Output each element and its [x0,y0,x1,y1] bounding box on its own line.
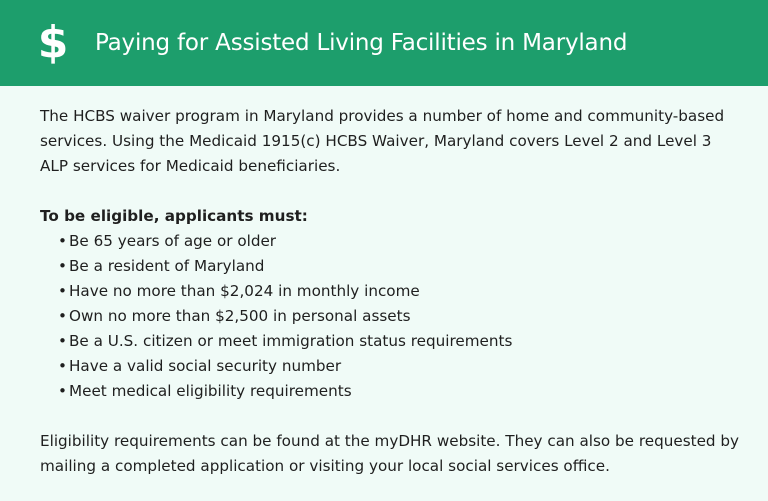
list-item [58,329,740,354]
bullet-icon: • [58,257,67,275]
bullet-icon: • [58,382,67,400]
list-item [58,254,740,279]
list-item [58,354,740,379]
list-item-text: Have no more than $2,024 in monthly income [69,282,420,300]
bullet-icon: • [58,357,67,375]
dollar-icon: $ [37,17,69,68]
list-item [58,304,740,329]
bullet-icon: • [58,282,67,300]
eligibility-heading: To be eligible, applicants must: [40,207,308,225]
list-item-text: Have a valid social security number [69,357,342,375]
intro-paragraph: The HCBS waiver program in Maryland provides a number of home and community-based services. Using the Medicaid 1915(c) HCBS Waiver, Maryland covers Level 2 and Level 3 ALP services for Medicaid beneficiaries. [40,107,725,175]
content-body [40,104,740,479]
bullet-icon: • [58,332,67,350]
list-item-text: Be a U.S. citizen or meet immigration status requirements [69,332,513,350]
bullet-icon: • [58,307,67,325]
list-item-text: Meet medical eligibility requirements [69,382,352,400]
list-item [58,229,740,254]
bullet-icon: • [58,232,67,250]
list-item [58,379,740,404]
list-item-text: Own no more than $2,500 in personal assets [69,307,411,325]
list-item-text: Be a resident of Maryland [69,257,265,275]
list-item [58,279,740,304]
outro-paragraph: Eligibility requirements can be found at the myDHR website. They can also be requested by mailing a completed application or visiting your local social services office. [40,432,740,475]
header-banner [0,0,768,86]
list-item-text: Be 65 years of age or older [69,232,277,250]
page-title: Paying for Assisted Living Facilities in Maryland [95,30,628,56]
eligibility-list [40,229,740,404]
